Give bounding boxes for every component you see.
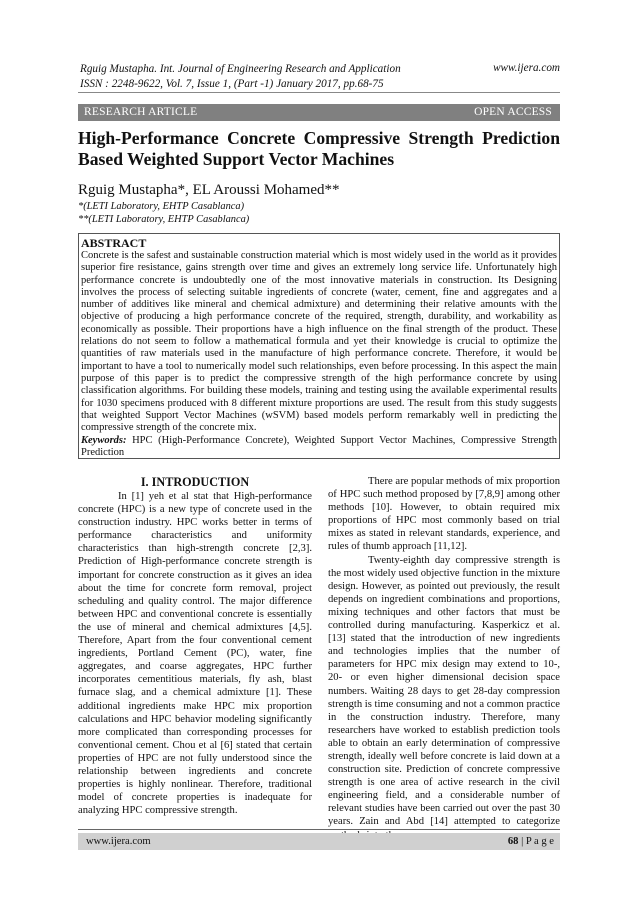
page-num: 68: [507, 836, 519, 847]
paragraph: Twenty-eighth day compressive strength is the most widely used objective function in the mixture design. However, as pointed out previously, the result depends on ingredient combinations and proportions, mixing techniques and other factors that must be controlled during manufacturing. Kasperkicz et al. [13] stated that the introduction of new ingredients and technologies implies that the number of parameters for HPC mix design may extend to 10-, 20- or even higher dimensional decision space numbers. Waiting 28 days to get 28-day compression strength is time consuming and not a common practice in the construction industry. Therefore, many researchers have worked to establish prediction tools able to obtain an early determination of compressive strength, ideally well before concrete is laid down at a construction site. Prediction of concrete compressive strength is one area of active research in the civil engineering field, and a considerable number of relevant studies have been carried out over the past 30 years. Zain and Abd [14] attempted to categorize: [328, 554, 560, 828]
journal-website[interactable]: www.ijera.com: [493, 62, 560, 74]
title-line-1: High-Performance Concrete Compressive Strength Prediction: [78, 128, 560, 148]
citation-header: [80, 62, 401, 91]
footer-website[interactable]: www.ijera.com: [86, 836, 151, 847]
affiliation-1: *(LETI Laboratory, EHTP Casablanca): [78, 201, 245, 212]
right-column: [328, 475, 560, 842]
left-column: [78, 490, 312, 817]
page-number: [508, 833, 554, 850]
keywords-label: Keywords:: [81, 435, 127, 446]
title-line-2: Based Weighted Support Vector Machines: [78, 149, 395, 169]
citation-line-1: Rguig Mustapha. Int. Journal of Engineering Research and Application: [80, 63, 401, 75]
header-divider: [78, 92, 560, 93]
page-footer: [78, 833, 560, 850]
page-label: | P a g e: [521, 836, 554, 847]
article-type-band: [78, 104, 560, 121]
affiliation-2: **(LETI Laboratory, EHTP Casablanca): [78, 214, 250, 225]
paragraph: In [1] yeh et al stat that High-performance concrete (HPC) is a new type of concrete used in the construction industry. HPC works better in terms of performance characteristics and uniformity characteristics than high-strength concrete [2,3]. Prediction of High-performance concrete strength is important for concrete construction as it gives an idea about the time for concrete form removal, project scheduling and quality control. The major difference between HPC and conventional concrete is essentially the use of mineral and chemical admixtures [4,5]. Therefore, Apart from the four conventional cement ingredients, Portland Cement (PC), water, fine aggregates, and coarse aggregates, HPC further incorporates cementitious materials, fly ash, blast furnace slag, and a chemical admixture [1]. These additional ingredients make HPC mix proportion calculations and HPC behavior modeling significantly more complicated than corresponding processes for conventional cement. Chou et al [6] stated that certain properties of HPC are not fully understood since the relationship between ingredients and concrete properties is highly nonlinear. Therefore, traditional model of concrete properties is inadequate for analyzing HPC compressive strength.: [78, 491, 312, 817]
footer-divider: [78, 829, 560, 830]
abstract-text: Concrete is the safest and sustainable construction material which is most widely used in the world as it provides superior fire resistance, gains strength over time and gives an extremely long service life. Unfortunately high performance concrete is undoubtedly one of the most innovative materials in construction. Its Designing involves the process of selecting suitable ingredients of concrete (water, cement, fine and aggregates and a number of additives like mineral and chemical admixture) and determining their relative amounts with the objective of producing a high performance concrete of the required, strength, durability, and workability as economically as possible. Their proportions have a high influence on the final strength of the product. These relations do not seem to follow a mathematical formula and yet their knowledge is crucial to optimize the quantities of raw materials used in the manufacture of high performance concrete. Therefore, it would be important to have a tool to numerically model such relationships, even before processing. In this aspect the main purpose of this paper is to predict the compressive strength of the high performance concrete by using classification algorithms. For building these models, training and testing using the available experimental results for 1030 specimens produced with 8 different mixture proportions are used. The result from this study suggests that weighted Support Vector Machines (wSVM) based models perform remarkably well in predicting the compressive strength of the concrete mix.: [81, 250, 557, 434]
citation-line-2: ISSN : 2248-9622, Vol. 7, Issue 1, (Part -1) January 2017, pp.68-75: [80, 77, 384, 90]
paragraph: There are popular methods of mix proportion of HPC such method proposed by [7,8,9] among other methods [10]. However, to obtain required mix proportions of HPC most commonly based on trial mixes as stated in relevant standards, experience, and rules of thumb approach [11,12].: [328, 476, 560, 553]
paper-title: [78, 128, 560, 170]
keywords: [81, 435, 557, 460]
authors: Rguig Mustapha*, EL Aroussi Mohamed**: [78, 182, 340, 198]
abstract-heading: ABSTRACT: [81, 236, 147, 250]
research-article-label: RESEARCH ARTICLE: [84, 106, 198, 118]
keywords-text: HPC (High-Performance Concrete), Weighted Support Vector Machines, Compressive Strength Prediction: [81, 435, 558, 459]
section-heading-introduction: I. INTRODUCTION: [140, 475, 250, 489]
open-access-label: OPEN ACCESS: [474, 106, 552, 118]
